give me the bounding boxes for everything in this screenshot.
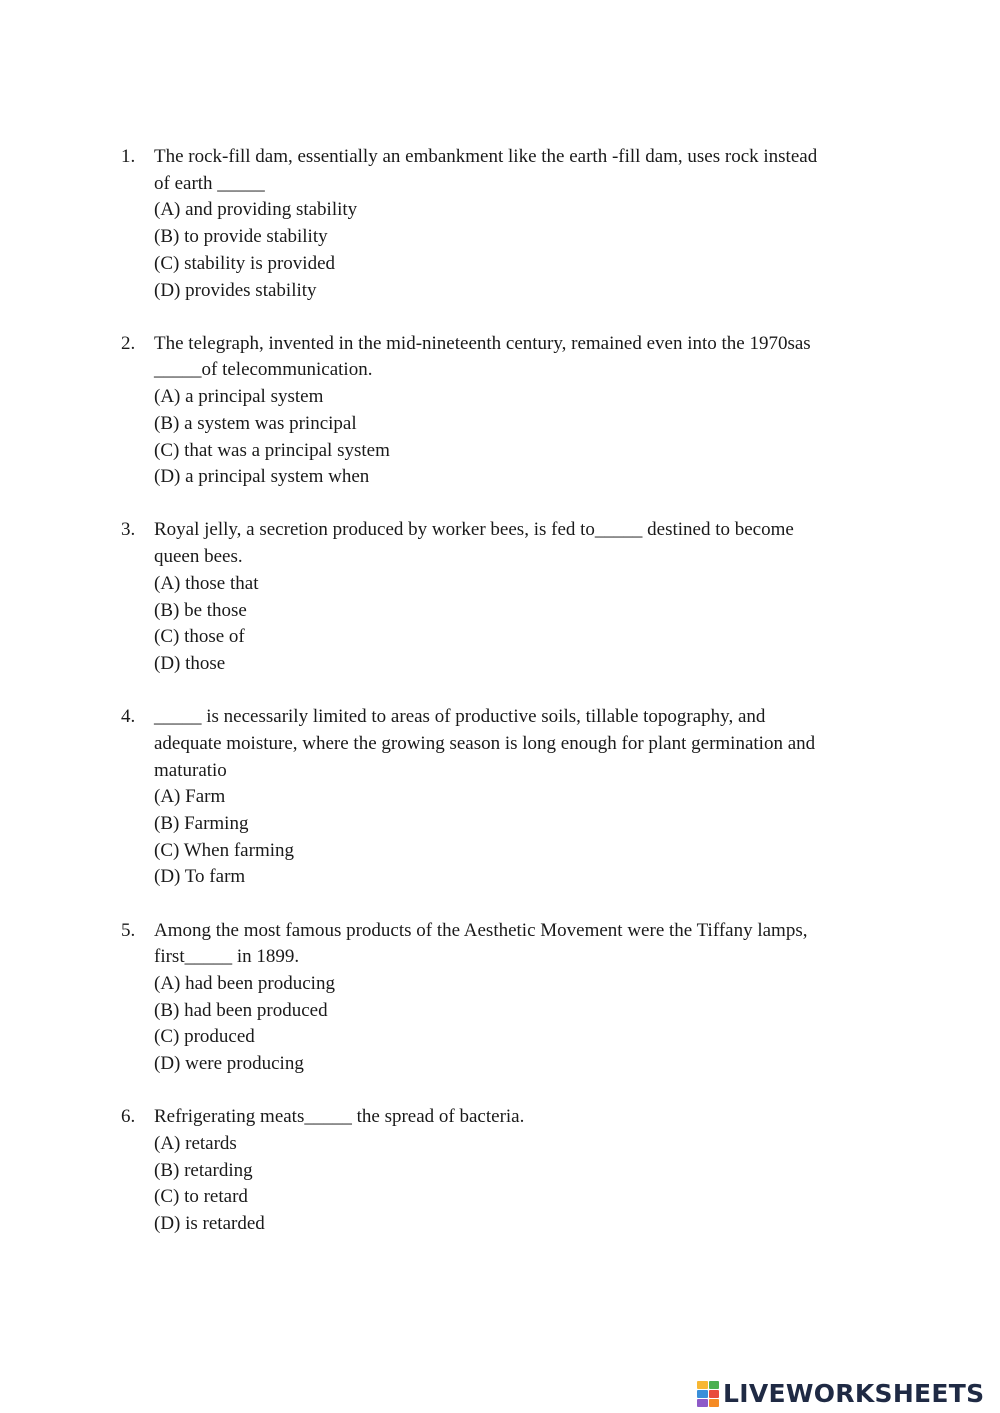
question-number: 3. bbox=[121, 519, 136, 541]
option-b[interactable]: (B) a system was principal bbox=[154, 412, 357, 434]
option-b[interactable]: (B) retarding bbox=[154, 1159, 253, 1181]
option-a[interactable]: (A) a principal system bbox=[154, 386, 324, 408]
liveworksheets-logo-icon bbox=[697, 1381, 719, 1407]
logo-tile bbox=[697, 1399, 708, 1407]
option-d[interactable]: (D) a principal system when bbox=[154, 466, 370, 488]
question-stem: The telegraph, invented in the mid-nineteenth century, remained even into the 1970sas _____of telecommunication. bbox=[154, 332, 811, 381]
option-b[interactable]: (B) to provide stability bbox=[154, 226, 328, 248]
logo-tile bbox=[697, 1381, 708, 1389]
option-c[interactable]: (C) to retard bbox=[154, 1186, 248, 1208]
option-c[interactable]: (C) produced bbox=[154, 1026, 255, 1048]
option-c[interactable]: (C) When farming bbox=[154, 839, 294, 861]
question-3 bbox=[0, 517, 1000, 677]
option-d[interactable]: (D) those bbox=[154, 652, 226, 674]
question-number: 1. bbox=[121, 146, 136, 167]
option-c[interactable]: (C) that was a principal system bbox=[154, 439, 390, 461]
question-stem: Refrigerating meats_____ the spread of bacteria. bbox=[154, 1106, 525, 1128]
question-4 bbox=[0, 704, 1000, 891]
question-2 bbox=[0, 331, 1000, 491]
logo-text: LIVEWORKSHEETS bbox=[723, 1379, 985, 1408]
option-b[interactable]: (B) had been produced bbox=[154, 999, 328, 1021]
option-d[interactable]: (D) is retarded bbox=[154, 1213, 265, 1235]
option-a[interactable]: (A) and providing stability bbox=[154, 199, 358, 221]
question-1 bbox=[0, 144, 1000, 304]
logo-tile bbox=[709, 1381, 720, 1389]
option-c[interactable]: (C) stability is provided bbox=[154, 252, 336, 274]
question-5 bbox=[0, 918, 1000, 1078]
option-a[interactable]: (A) retards bbox=[154, 1133, 237, 1154]
option-b[interactable]: (B) be those bbox=[154, 599, 247, 621]
question-stem: The rock-fill dam, essentially an embankment like the earth -fill dam, uses rock instead of earth _____ bbox=[154, 146, 818, 194]
question-stem: Among the most famous products of the Aesthetic Movement were the Tiffany lamps, first_____ in 1899. bbox=[154, 919, 808, 968]
logo-tile bbox=[709, 1390, 720, 1398]
option-d[interactable]: (D) provides stability bbox=[154, 279, 317, 301]
option-a[interactable]: (A) had been producing bbox=[154, 972, 335, 994]
logo-tile bbox=[709, 1399, 720, 1407]
question-number: 5. bbox=[121, 919, 136, 941]
question-number: 6. bbox=[121, 1106, 136, 1128]
option-d[interactable]: (D) were producing bbox=[154, 1053, 304, 1075]
option-a[interactable]: (A) Farm bbox=[154, 786, 226, 808]
question-stem: Royal jelly, a secretion produced by worker bees, is fed to_____ destined to become queen bees. bbox=[154, 519, 794, 568]
question-6 bbox=[0, 1104, 1000, 1238]
question-stem: _____ is necessarily limited to areas of productive soils, tillable topography, and adequate moisture, where the growing season is long enough for plant germination and maturatio bbox=[154, 706, 816, 781]
question-number: 4. bbox=[121, 706, 136, 728]
option-c[interactable]: (C) those of bbox=[154, 626, 245, 648]
worksheet bbox=[0, 144, 1000, 1264]
option-d[interactable]: (D) To farm bbox=[154, 866, 246, 888]
option-a[interactable]: (A) those that bbox=[154, 572, 259, 594]
liveworksheets-logo[interactable] bbox=[697, 1378, 984, 1410]
question-number: 2. bbox=[121, 332, 136, 354]
option-b[interactable]: (B) Farming bbox=[154, 812, 249, 834]
logo-tile bbox=[697, 1390, 708, 1398]
